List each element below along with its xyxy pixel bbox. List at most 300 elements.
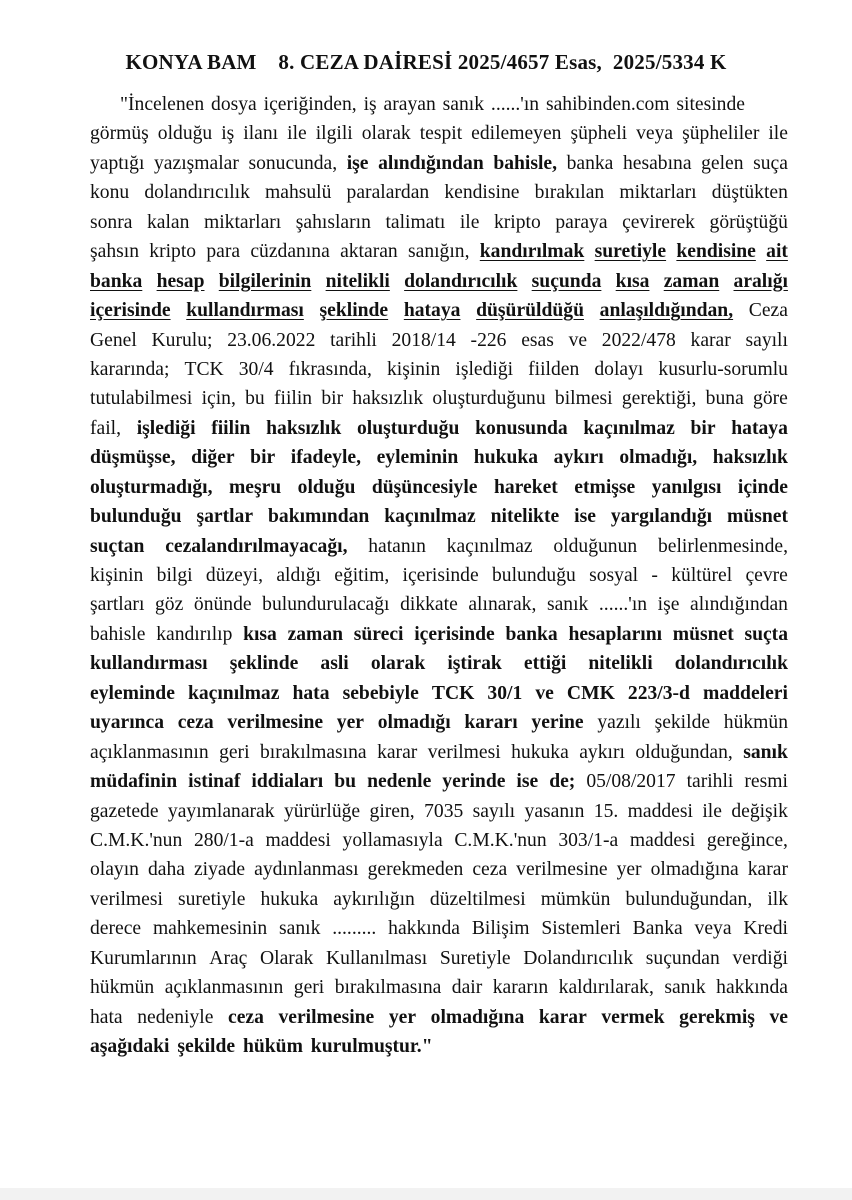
word: Ceza [748, 300, 788, 322]
word: kullandırması [90, 653, 208, 675]
word: bulunduğundan, [625, 888, 753, 910]
word: karar [377, 741, 418, 763]
word: göz [155, 594, 184, 616]
word: kripto [493, 211, 541, 233]
word: verilmesine [227, 712, 324, 734]
word: sosyal [589, 565, 639, 586]
text-line [90, 797, 788, 826]
text-line [90, 855, 788, 884]
word: kandırılıp [156, 623, 233, 645]
word: aydınlanması [254, 859, 359, 881]
word: paraya [555, 211, 608, 233]
word: bulunduğu [491, 565, 576, 586]
word: maddesi [265, 829, 331, 851]
word: olmadığı, [619, 447, 698, 469]
word: kaldırılarak, [558, 977, 654, 999]
word: ve [535, 682, 554, 704]
word: paralardan [346, 182, 430, 204]
text-line [90, 767, 788, 796]
word: bakımından [268, 506, 370, 528]
word: nedenle [367, 771, 432, 793]
word: 30/1 [487, 682, 523, 704]
text-line [90, 502, 788, 531]
word: fail, [90, 417, 122, 439]
word: kararında; [90, 358, 170, 380]
word: yayımlanarak [167, 800, 275, 822]
text-line [90, 326, 788, 355]
word: suretiyle [177, 888, 246, 910]
text-line [90, 1003, 788, 1032]
word: yerinde [442, 771, 506, 793]
text-line [90, 443, 788, 472]
text-line [90, 149, 788, 178]
word: maddeleri [703, 682, 788, 704]
word: işlediği [136, 417, 196, 439]
word: Kurumlarının [90, 947, 197, 969]
text-segment: aşağıdaki şekilde hüküm kurulmuştur." [90, 1036, 433, 1057]
word: sanık [664, 977, 706, 999]
word: kişinin [90, 565, 144, 586]
text-line [90, 296, 788, 325]
text-line [90, 649, 788, 678]
word: fıkrasında, [288, 358, 372, 380]
word: haksızlık [266, 417, 342, 439]
word: TCK [431, 682, 475, 704]
word: aralığı [733, 270, 788, 292]
word: sanık [546, 594, 589, 616]
word: aykırı [579, 741, 625, 763]
word: uyarınca [90, 712, 165, 734]
word: kararı [464, 712, 518, 734]
word: bu [245, 388, 265, 410]
word: kendisine [444, 182, 520, 204]
word: için, [201, 388, 236, 410]
word: zaman [287, 623, 344, 645]
word: Bilişim [471, 918, 530, 940]
word: tarihli [686, 771, 734, 793]
word: olduğunun [553, 535, 638, 557]
word: suçundan [645, 947, 720, 969]
word: eyleminin [376, 447, 459, 469]
word: olmadığına [430, 1006, 525, 1028]
word: ise [516, 771, 539, 793]
word: sanık [279, 918, 321, 940]
word: CMK [566, 682, 615, 704]
word: içerisinde [90, 300, 171, 322]
word: 05/08/2017 [586, 771, 676, 793]
word: ceza [472, 859, 508, 881]
word: olarak [370, 653, 426, 675]
word: çevre [745, 565, 788, 586]
word: veya [636, 123, 674, 145]
word: düşüncesiyle [371, 476, 478, 498]
word: bilmesi [554, 388, 613, 410]
word: hukuka [260, 888, 319, 910]
word: maddesi [627, 800, 693, 822]
word: iddiaları [251, 771, 324, 793]
word: nitelikte [490, 506, 560, 528]
word: çevirerek [622, 211, 695, 233]
text-line [90, 590, 788, 619]
word: 280/1-a [193, 829, 254, 851]
word: müsnet [727, 506, 788, 528]
chamber-name: 8. CEZA DAİRESİ [278, 50, 453, 74]
word: bu [334, 771, 357, 793]
word: fiilin [211, 417, 251, 439]
word: hakkında [716, 977, 788, 999]
word: içerisinde [402, 565, 479, 586]
word: veya [694, 918, 732, 940]
word: karar [747, 859, 788, 881]
word: içinde [737, 476, 788, 498]
word: hükmün [723, 712, 788, 734]
word: müsnet [672, 623, 734, 645]
word: kandırılmak [479, 241, 585, 263]
word: cüzdanına [250, 241, 330, 263]
word: Kredi [743, 918, 788, 940]
word: ceza [228, 1006, 264, 1028]
text-line [90, 355, 788, 384]
word: hesap [156, 270, 205, 292]
word: mümkün [540, 888, 611, 910]
word: işe [346, 152, 369, 174]
word: süreci [353, 623, 404, 645]
word: dolandırıcılık [404, 270, 518, 292]
word: sonra [90, 211, 133, 233]
text-line [90, 473, 788, 502]
word: miktarları [203, 211, 282, 233]
word: gereğince, [706, 829, 788, 851]
text-line [90, 532, 788, 561]
word: yer [336, 712, 364, 734]
word: olduğu [297, 476, 356, 498]
word: yargılandığı [610, 506, 713, 528]
word: aktaran [340, 241, 398, 263]
word: şüpheliler [682, 123, 760, 145]
word: bir [690, 417, 716, 439]
word: asli [320, 653, 349, 675]
text-line [90, 561, 788, 590]
word: vermek [601, 1006, 665, 1028]
word: 2022/478 [601, 329, 676, 351]
word: gerekmeden [367, 859, 464, 881]
word: kullandırması [186, 300, 304, 322]
text-line [90, 90, 788, 119]
word: yerine [531, 712, 584, 734]
word: olduğundan, [635, 741, 733, 763]
word: ile [702, 800, 722, 822]
word: kaçınılmaz [583, 417, 675, 439]
word: düzeyi, [205, 565, 264, 586]
word: gerektiği, [621, 388, 697, 410]
word: ceza [177, 712, 214, 734]
word: sayılı [745, 329, 788, 351]
word: hukuka [511, 741, 569, 763]
word: bilgi [156, 565, 193, 586]
text-line [90, 708, 788, 737]
word: fiilin [273, 388, 313, 410]
word: Banka [632, 918, 683, 940]
word: Araç [209, 947, 248, 969]
word: meşru [228, 476, 282, 498]
word: Dolandırıcılık [523, 947, 634, 969]
word: sonucunda, [248, 152, 338, 174]
word: alındığından [690, 594, 788, 616]
word: C.M.K.'nun [454, 829, 547, 851]
word: gelen [701, 152, 744, 174]
word: düştükten [711, 182, 788, 204]
text-line [90, 384, 788, 413]
text-line [90, 944, 788, 973]
word: mahsulü [265, 182, 332, 204]
text-line [90, 1032, 788, 1061]
word: dair [451, 977, 483, 999]
word: gazetede [90, 800, 159, 822]
word: görmüş [90, 123, 149, 145]
word: banka [505, 623, 558, 645]
text-line [90, 885, 788, 914]
word: hataya [731, 417, 788, 439]
word: dolandırıcılık [144, 182, 250, 204]
text-line [90, 973, 788, 1002]
word: yaptığı [90, 152, 145, 174]
text-line [90, 237, 788, 266]
text-line [90, 826, 788, 855]
word: geri [219, 741, 250, 763]
word: Genel [90, 329, 137, 351]
word: etmişse [574, 476, 636, 498]
word: olmadığı [377, 712, 451, 734]
word: ile [287, 123, 307, 145]
word: nitelikli [325, 270, 390, 292]
word: alınarak, [468, 594, 537, 616]
word: C.M.K.'nun [90, 829, 183, 851]
word: bir [321, 388, 344, 410]
word: kendisine [676, 241, 756, 263]
word: açıklanmasının [90, 741, 209, 763]
word: kararın [492, 977, 549, 999]
word: verdiği [732, 947, 788, 969]
word: diğer [191, 447, 235, 469]
text-line [90, 267, 788, 296]
word: düşmüşse, [90, 447, 176, 469]
word: sayılı [472, 800, 516, 822]
word: hata [292, 682, 330, 704]
word: konu [90, 182, 130, 204]
word: bahisle, [493, 152, 558, 174]
text-line [90, 620, 788, 649]
word: gerekmiş [679, 1006, 755, 1028]
word: olduğu [157, 123, 213, 145]
word: esas [521, 329, 554, 351]
word: verilmesi [427, 741, 501, 763]
word: mahkemesinin [152, 918, 268, 940]
word: şahısların [295, 211, 371, 233]
word: talimatı [385, 211, 446, 233]
word: fiilden [528, 358, 580, 380]
word: suçta [744, 623, 788, 645]
word: ......'ın [598, 594, 648, 616]
word: Suretiyle [439, 947, 511, 969]
word: 303/1-a [558, 829, 619, 851]
word: olarak [361, 123, 411, 145]
word: kaçınılmaz [187, 682, 280, 704]
word: hataya [403, 300, 461, 322]
word: karar [690, 329, 731, 351]
word: karar [538, 1006, 587, 1028]
word: bırakılmasına [259, 741, 367, 763]
text-line [90, 679, 788, 708]
word: kişinin [386, 358, 441, 380]
word: ise [574, 506, 596, 528]
decision-number: 2025/5334 K [612, 50, 727, 74]
word: Kullanılması [325, 947, 428, 969]
word: şeklinde [229, 653, 299, 675]
word: verilmesine [278, 1006, 375, 1028]
word: aykırılığın [333, 888, 415, 910]
word: suretiyle [594, 241, 667, 263]
word: ile [768, 123, 788, 145]
word: suçtan [90, 535, 145, 557]
word: işlediği [455, 358, 514, 380]
word: kalan [147, 211, 190, 233]
text-line [90, 208, 788, 237]
text-line [90, 119, 788, 148]
word: tarihli [330, 329, 377, 351]
word: 223/3-d [627, 682, 690, 704]
word: Kurulu; [151, 329, 213, 351]
word: zaman [663, 270, 720, 292]
word: tutulabilmesi [90, 388, 193, 410]
word: derece [90, 918, 142, 940]
word: geri [293, 977, 325, 999]
word: 2018/14 [391, 329, 456, 351]
word: aykırı [553, 447, 604, 469]
word: nedeniyle [137, 1006, 214, 1028]
word: 30/4 [238, 358, 274, 380]
court-name: KONYA BAM [125, 50, 257, 74]
page-bottom-edge [0, 1188, 852, 1200]
word: haksızlık [352, 388, 424, 410]
word: ait [766, 241, 788, 263]
word: giren, [369, 800, 415, 822]
word: sanığın, [408, 241, 470, 263]
word: ilk [767, 888, 788, 910]
word: hata [90, 1006, 123, 1028]
word: ve [769, 1006, 788, 1028]
word: göre [753, 388, 788, 410]
word: hükmün [90, 977, 155, 999]
word: suça [753, 152, 788, 174]
word: ziyade [193, 859, 246, 881]
word: hatanın [368, 535, 426, 557]
word: 15. [593, 800, 619, 822]
word: banka [90, 270, 143, 292]
word: hakkında [388, 918, 460, 940]
word: de; [549, 771, 576, 793]
word: ......... [332, 918, 377, 940]
word: daha [147, 859, 185, 881]
word: kültürel [671, 565, 733, 586]
word: kaçınılmaz [446, 535, 533, 557]
word: bulunduğu [90, 506, 182, 528]
word: banka [566, 152, 614, 174]
word: şartlar [196, 506, 254, 528]
text-line [90, 738, 788, 767]
document-body [90, 90, 788, 1061]
word: yürürlüğe [283, 800, 361, 822]
word: olayın [90, 859, 139, 881]
word: şekilde [654, 712, 711, 734]
word: yanılgısı [651, 476, 722, 498]
word: içerisinde [414, 623, 495, 645]
word: hesabına [622, 152, 692, 174]
word: hareket [493, 476, 558, 498]
word: yer [388, 1006, 417, 1028]
word: iş [221, 123, 235, 145]
word: belirlenmesinde, [657, 535, 788, 557]
word: şeklinde [319, 300, 389, 322]
word: ilanı [243, 123, 279, 145]
word: düşürüldüğü [476, 300, 584, 322]
word: yazışmalar [154, 152, 239, 174]
word: iştirak [447, 653, 502, 675]
word: eyleminde [90, 682, 175, 704]
word: ettiği [523, 653, 567, 675]
word: görüştüğü [709, 211, 788, 233]
text-line [90, 178, 788, 207]
word: anlaşıldığından, [599, 300, 734, 322]
word: alındığından [378, 152, 484, 174]
word: yasanın [524, 800, 585, 822]
word: dikkate [400, 594, 458, 616]
word: bırakılmasına [334, 977, 442, 999]
word: Sistemleri [541, 918, 621, 940]
word: ile [459, 211, 480, 233]
word: oluşturduğunu [432, 388, 546, 410]
word: resmi [744, 771, 788, 793]
word: cezalandırılmayacağı, [165, 535, 348, 557]
word: değişik [731, 800, 788, 822]
word: şartları [90, 594, 145, 616]
word: aldığı [276, 565, 321, 586]
word: müdafinin [90, 771, 178, 793]
word: açıklanmasının [164, 977, 284, 999]
text-segment: "İncelenen dosya içeriğinden, iş arayan sanık ......'ın sahibinden.com sitesinde [120, 94, 745, 115]
word: - [651, 565, 658, 586]
word: suçunda [531, 270, 602, 292]
word: istinaf [188, 771, 241, 793]
word: önünde [193, 594, 252, 616]
word: -226 [470, 329, 507, 351]
word: buna [705, 388, 744, 410]
word: hesaplarını [568, 623, 663, 645]
word: yer [616, 859, 642, 881]
word: kaçınılmaz [384, 506, 476, 528]
case-number: 2025/4657 Esas, [457, 50, 602, 74]
word: olmadığına [650, 859, 739, 881]
word: ifadeyle, [290, 447, 361, 469]
document-heading [0, 50, 852, 75]
word: oluşturduğu [356, 417, 460, 439]
word: 7035 [424, 800, 464, 822]
word: bahisle [90, 623, 146, 645]
word: kısa [243, 623, 277, 645]
word: hukuka [473, 447, 539, 469]
word: kısa [615, 270, 650, 292]
word: TCK [184, 358, 224, 380]
word: verilmesi [90, 888, 163, 910]
